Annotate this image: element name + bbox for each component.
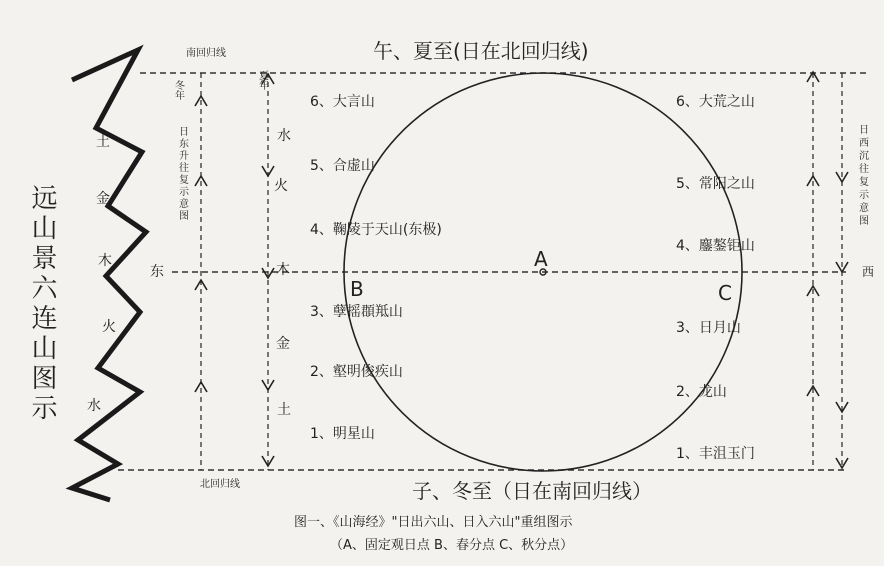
left-mountain-6: 6、大言山 [310,94,375,110]
right-mountain-4: 4、鏖鏊钜山 [676,238,755,254]
point-a-label: A [534,247,548,271]
element-label-4: 金 [276,336,290,352]
point-c-label: C [718,281,732,305]
left-mountain-1: 1、明星山 [310,426,375,442]
right-mountain-3: 3、日月山 [676,320,741,336]
zigzag-label-3: 木 [98,253,112,269]
west-label: 西 [862,265,875,279]
left-mountain-3: 3、孽摇頵羝山 [310,304,403,320]
right-mountain-2: 2、龙山 [676,384,727,400]
zigzag-label-1: 土 [96,134,110,150]
east-label: 东 [150,264,164,280]
point-b-label: B [350,277,364,301]
right-mountain-6: 6、大荒之山 [676,94,755,110]
south-tropic-label: 南回归线 [186,48,226,59]
winter-half-label: 冬年 [172,80,184,100]
left-mountain-2: 2、壑明俊疾山 [310,364,403,380]
vertical-title: 远山景六连山图示 [27,184,57,424]
element-label-1: 水 [277,128,291,144]
caption-line-2: （A、固定观日点 B、春分点 C、秋分点） [330,538,574,553]
element-label-3: 木 [276,262,290,278]
summer-half-label: 夏年 [256,70,268,90]
right-note: 日西沉往复示意图 [856,124,868,228]
element-label-2: 火 [274,178,288,194]
zigzag-label-5: 水 [87,398,101,414]
caption-line-1: 图一、《山海经》"日出六山、日入六山"重组图示 [294,515,573,530]
summer-solstice-label: 午、夏至(日在北回归线) [373,39,589,63]
left-mountain-4: 4、鞠陵于天山(东极) [310,222,442,238]
north-tropic-label: 北回归线 [200,479,240,490]
zigzag-label-4: 火 [102,319,116,335]
left-note: 日东升往复示意图 [176,126,188,222]
right-mountain-5: 5、常阳之山 [676,176,755,192]
left-mountain-5: 5、合虚山 [310,158,375,174]
zigzag-label-2: 金 [96,191,110,207]
element-label-5: 土 [277,402,291,418]
winter-solstice-label: 子、冬至（日在南回归线） [412,479,652,503]
mountain-zigzag [72,50,146,500]
right-mountain-1: 1、丰沮玉门 [676,446,755,462]
